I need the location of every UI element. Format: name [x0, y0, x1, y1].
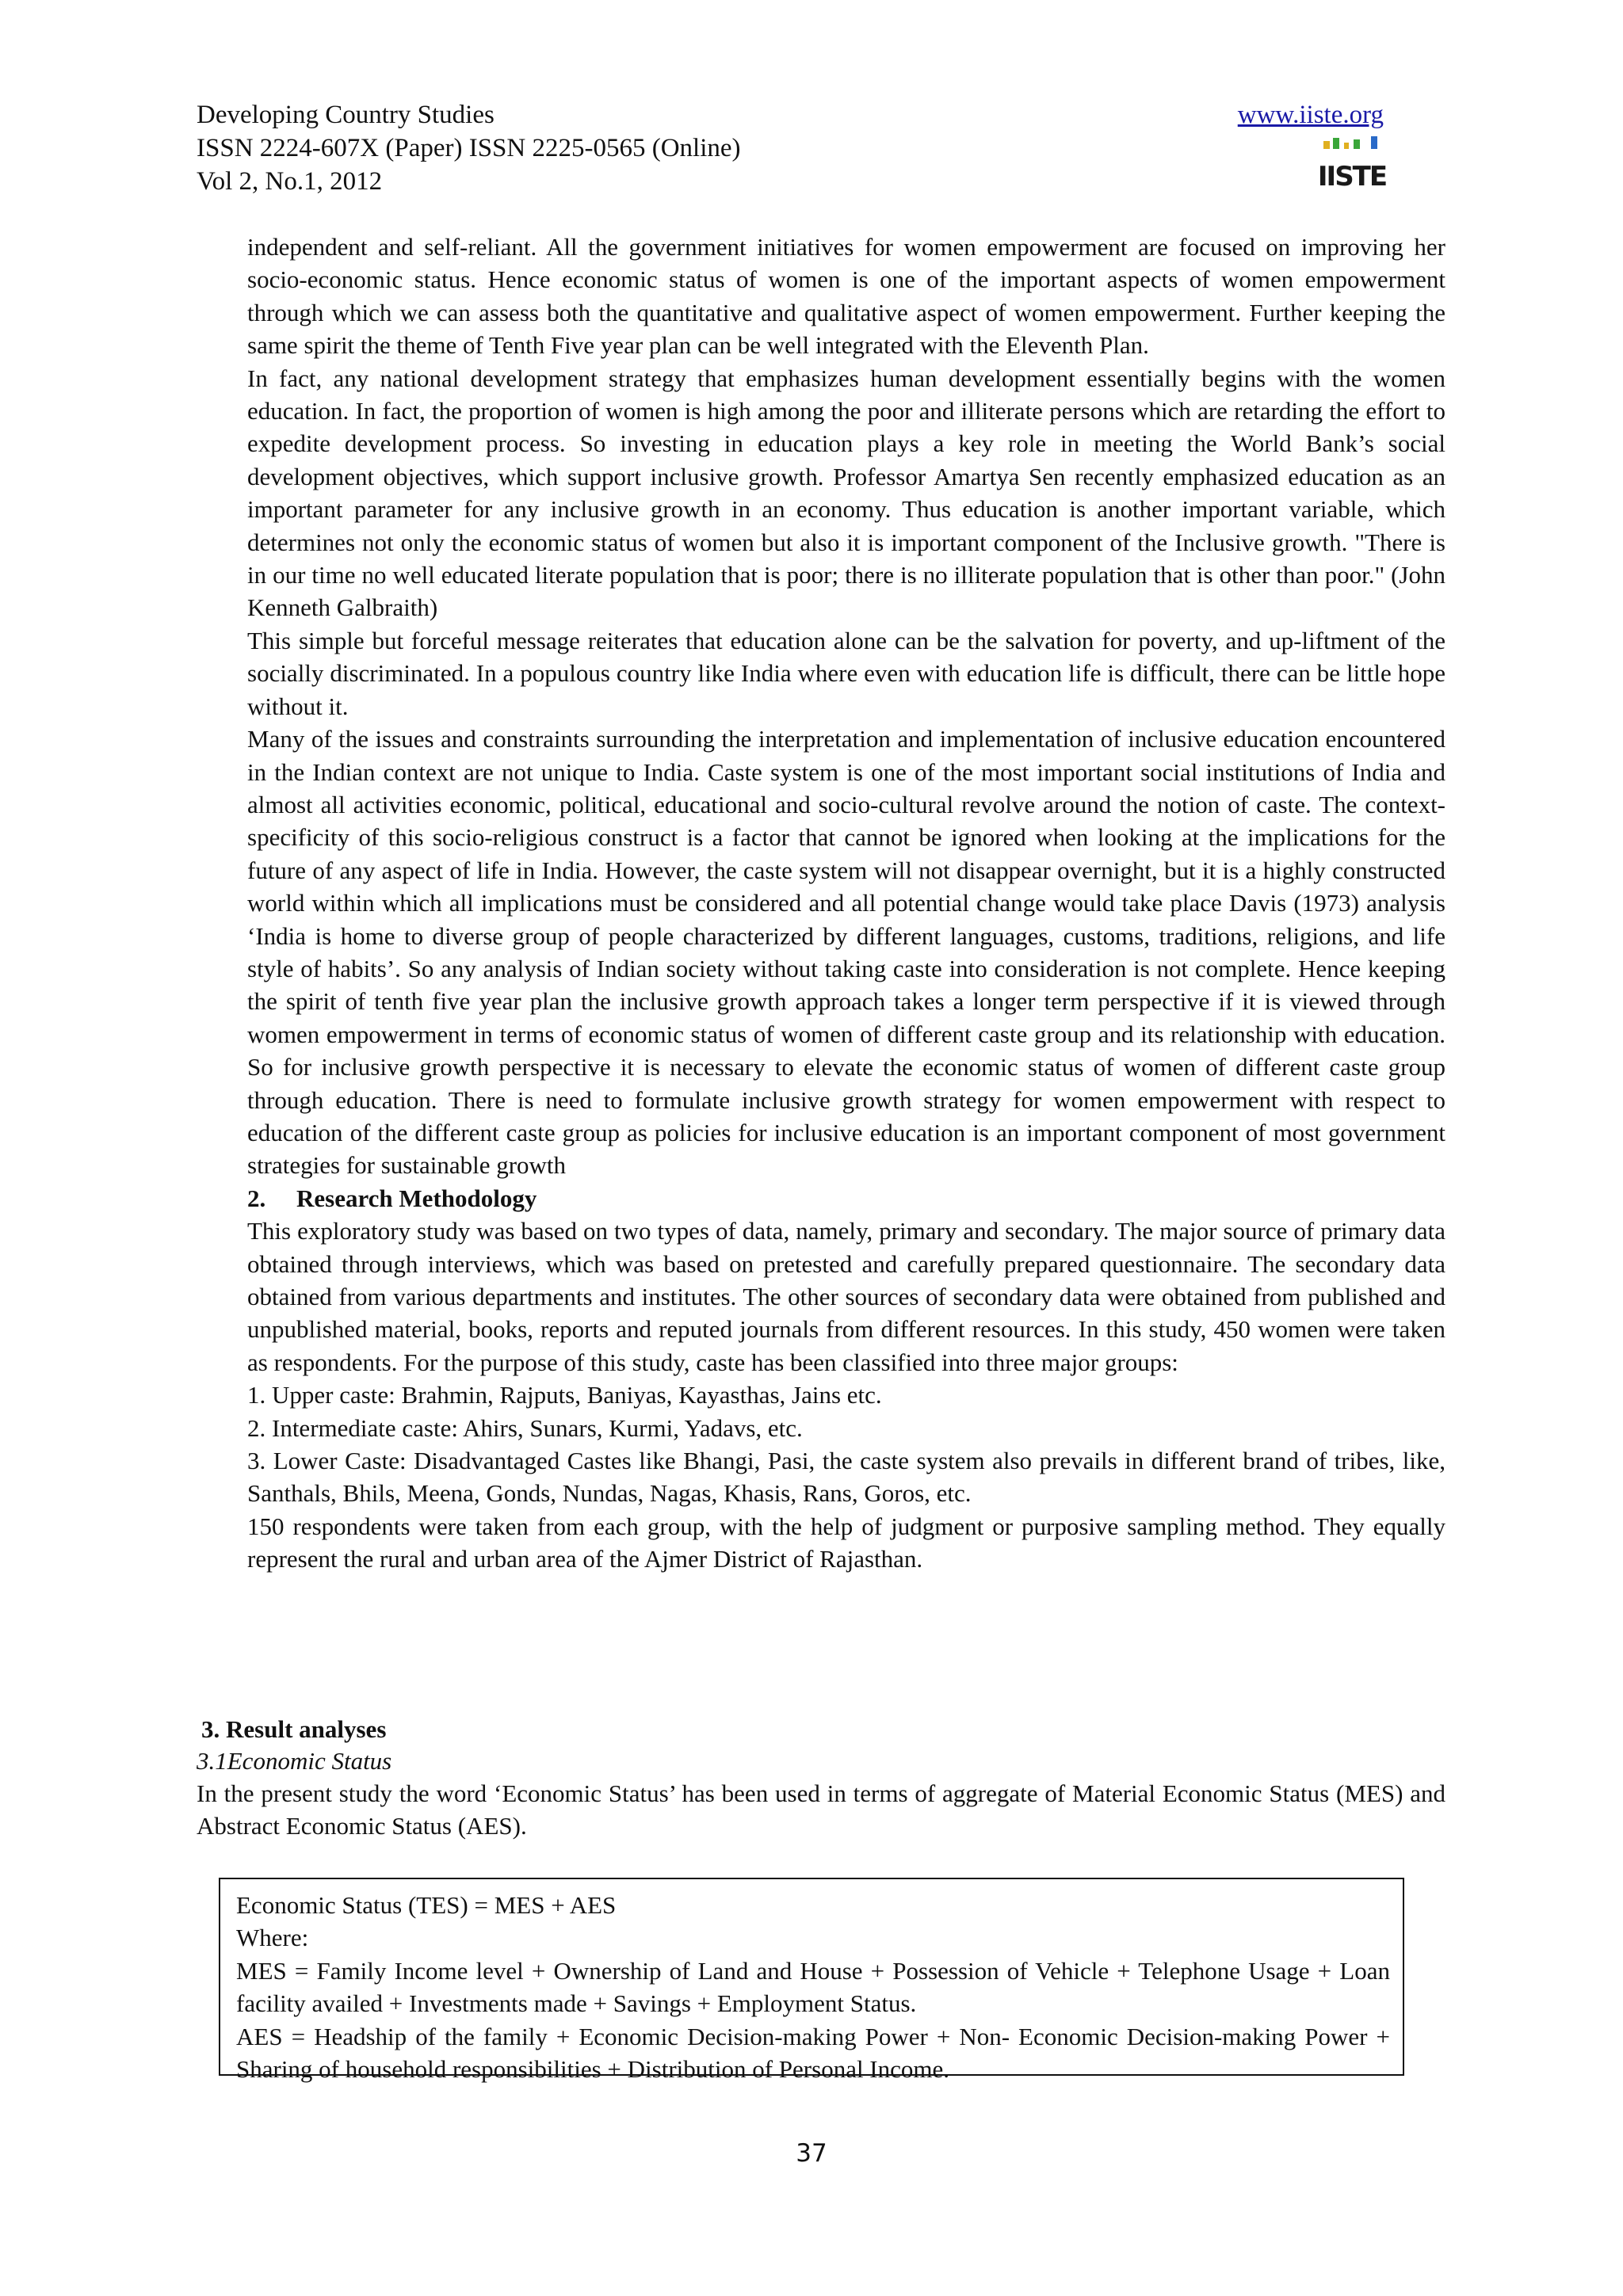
body-paragraph: This simple but forceful message reiterates that education alone can be the salvation for poverty, and up-liftment of the socially discriminated. In a populous country like India where even with education life is difficult, there can be little hope without it.: [247, 626, 1445, 720]
formula-mes: MES = Family Income level + Ownership of Land and House + Possession of Vehicle + Telephone Usage + Loan facility availed + Investments made + Savings + Employment Status.: [236, 1956, 1390, 2018]
page-number: 37: [796, 2139, 827, 2168]
methodology-title: Research Methodology: [296, 1184, 537, 1212]
methodology-number: 2.: [247, 1184, 266, 1212]
methodology-heading: [247, 1182, 1445, 1215]
methodology-closing: 150 respondents were taken from each group, with the help of judgment or purposive sampling method. They equally represent the rural and urban area of the Ajmer District of Rajasthan.: [247, 1512, 1445, 1573]
journal-title: Developing Country Studies: [197, 101, 495, 129]
journal-header: [197, 98, 741, 198]
caste-list-item: 3. Lower Caste: Disadvantaged Castes like Bhangi, Pasi, the caste system also prevails in different brand of tribes, like, Santhals, Bhils, Meena, Gonds, Nundas, Nagas, Khasis, Rans, Goros, etc.: [247, 1447, 1445, 1508]
body-paragraph: In fact, any national development strategy that emphasizes human development essentially begins with the women education. In fact, the proportion of women is high among the poor and illiterate persons which are retarding the effort to expedite development process. So investing in education plays a key role in meeting the World Bank’s social development objectives, which support inclusive growth. Professor Amartya Sen recently emphasized education as an important parameter for any inclusive growth in an economy. Thus education is another important variable, which determines not only the economic status of women but also it is important component of the Inclusive growth. "There is in our time no well educated literate population that is poor; there is no illiterate population that is other than poor." (John Kenneth Galbraith): [247, 364, 1445, 622]
caste-list-item: 2. Intermediate caste: Ahirs, Sunars, Kurmi, Yadavs, etc.: [247, 1413, 803, 1442]
formula-where: Where:: [236, 1924, 309, 1952]
body-paragraph: independent and self-reliant. All the government initiatives for women empowerment are focused on improving her socio-economic status. Hence economic status of women is one of the important aspects of women empowerment through which we can assess both the quantitative and qualitative aspect of women empowerment. Further keeping the same spirit the theme of Tenth Five year plan can be well integrated with the Eleventh Plan.: [247, 233, 1445, 360]
caste-list-item: 1. Upper caste: Brahmin, Rajputs, Baniyas, Kayasthas, Jains etc.: [247, 1381, 882, 1409]
methodology-paragraph: This exploratory study was based on two types of data, namely, primary and secondary. The major source of primary data obtained through interviews, which was based on pretested and carefully prepared questionnaire. The secondary data obtained from various departments and institutes. The other sources of secondary data were obtained from published and unpublished material, books, reports and reputed journals from different resources. In this study, 450 women were taken as respondents. For the purpose of this study, caste has been classified into three major groups:: [247, 1217, 1445, 1376]
svg-text:IISTE: IISTE: [1317, 161, 1387, 193]
results-intro: In the present study the word ‘Economic Status’ has been used in terms of aggregate of Material Economic Status (MES) and Abstract Economic Status (AES).: [197, 1779, 1445, 1840]
results-heading: 3. Result analyses: [201, 1715, 387, 1743]
journal-url-link[interactable]: www.iiste.org: [1237, 101, 1384, 129]
formula-box: [219, 1878, 1404, 2084]
article-body: [247, 231, 1445, 1576]
body-paragraph: Many of the issues and constraints surrounding the interpretation and implementation of inclusive education encountered in the Indian context are not unique to India. Caste system is one of the most important social institutions of India and almost all activities economic, political, educational and socio-cultural revolve around the notion of caste. The context-specificity of this socio-religious construct is a factor that cannot be ignored when looking at the implications for the future of any aspect of life in India. However, the caste system will not disappear overnight, but it is a highly constructed world within which all implications must be considered and all potential change would take place Davis (1973) analysis ‘India is home to diverse group of people characterized by different languages, customs, traditions, religions, and life style of habits’. So any analysis of Indian society without taking caste into consideration is not complete. Hence keeping the spirit of tenth five year plan the inclusive growth approach takes a longer term perspective if it is viewed through women empowerment in terms of economic status of women of different caste group and its relationship with education. So for inclusive growth perspective it is necessary to elevate the economic status of women of different caste group through education. There is need to formulate inclusive growth strategy for women empowerment with respect to education of the different caste group as policies for inclusive education is an important component of most government strategies for sustainable growth: [247, 725, 1445, 1180]
iiste-logo: [1317, 136, 1387, 193]
formula-tes: Economic Status (TES) = MES + AES: [236, 1891, 617, 1919]
journal-issn: ISSN 2224-607X (Paper) ISSN 2225-0565 (Online): [197, 134, 741, 162]
economic-status-subheading: 3.1Economic Status: [197, 1747, 392, 1775]
formula-aes: AES = Headship of the family + Economic Decision-making Power + Non- Economic Decision-making Power + Sharing of household responsibilities + Distribution of Personal Income.: [236, 2022, 1390, 2084]
journal-volume: Vol 2, No.1, 2012: [197, 167, 383, 196]
